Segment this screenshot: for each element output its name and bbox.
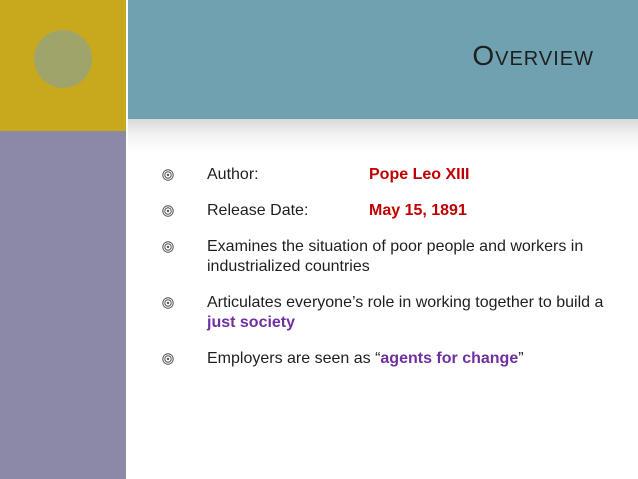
title-banner-shadow [128, 119, 638, 153]
decorative-circle [34, 30, 92, 88]
concentric-circle-bullet-icon [162, 353, 174, 365]
articulates-text: Articulates everyone’s role in working together to build a [207, 294, 604, 311]
title-banner [128, 0, 638, 119]
release-date-value: May 15, 1891 [369, 202, 467, 219]
concentric-circle-bullet-icon [162, 297, 174, 309]
employers-text: Employers are seen as “ [207, 350, 381, 367]
slide-title: Overview [472, 40, 594, 71]
author-label: Author: [207, 166, 259, 183]
just-society-highlight: just society [207, 314, 296, 331]
bullet-articulates [150, 293, 620, 333]
bullet-list [150, 165, 620, 385]
employers-closing-quote: ” [518, 350, 524, 367]
bullet-author [150, 165, 620, 185]
examines-text: Examines the situation of poor people and workers in industrialized countries [207, 238, 584, 275]
concentric-circle-bullet-icon [162, 241, 174, 253]
left-accent-bottom [0, 131, 126, 479]
bullet-release-date [150, 201, 620, 221]
release-date-label: Release Date: [207, 202, 309, 219]
agents-for-change-highlight: agents for change [380, 350, 519, 367]
bullet-examines [150, 237, 620, 277]
concentric-circle-bullet-icon [162, 169, 174, 181]
bullet-employers [150, 349, 620, 369]
author-value: Pope Leo XIII [369, 166, 470, 183]
concentric-circle-bullet-icon [162, 205, 174, 217]
